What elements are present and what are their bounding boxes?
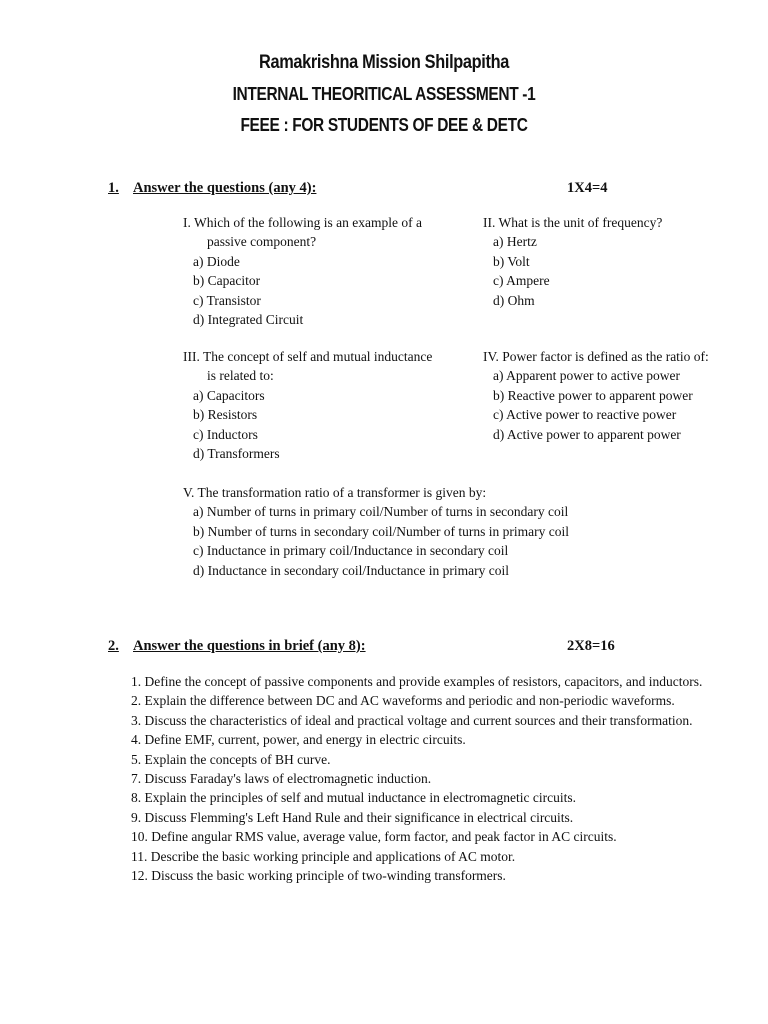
- option-c: c) Transistor: [193, 292, 261, 308]
- section2-question-list: [131, 672, 702, 885]
- section1-marks: 1X4=4: [567, 180, 608, 196]
- question-stem: III. The concept of self and mutual inductance: [183, 349, 433, 364]
- list-item: 12. Discuss the basic working principle of two-winding transformers.: [131, 868, 506, 884]
- option-c: c) Inductors: [193, 426, 258, 442]
- assessment-title: INTERNAL THEORITICAL ASSESSMENT -1: [232, 84, 536, 104]
- question-4: [483, 347, 709, 444]
- section2-title: Answer the questions in brief (any 8):: [133, 638, 366, 654]
- option-a: a) Apparent power to active power: [493, 368, 681, 384]
- question-1: [183, 213, 422, 329]
- question-stem-continued: is related to:: [207, 368, 274, 384]
- question-5: [183, 483, 569, 580]
- question-stem: I. Which of the following is an example of a: [183, 215, 422, 230]
- option-b: b) Volt: [493, 253, 530, 269]
- list-item: 4. Define EMF, current, power, and energy in electric circuits.: [131, 732, 466, 748]
- option-b: b) Capacitor: [193, 273, 261, 289]
- list-item: 9. Discuss Flemming's Left Hand Rule and their significance in electrical circuits.: [131, 809, 574, 825]
- option-a: a) Diode: [193, 253, 240, 269]
- question-stem: V. The transformation ratio of a transformer is given by:: [183, 485, 487, 500]
- institution-title: Ramakrishna Mission Shilpapitha: [259, 52, 509, 73]
- list-item: 3. Discuss the characteristics of ideal and practical voltage and current sources and their transformation.: [131, 712, 693, 728]
- option-c: c) Active power to reactive power: [493, 407, 677, 423]
- question-2: [483, 213, 662, 310]
- question-stem-continued: passive component?: [207, 234, 317, 250]
- question-stem: II. What is the unit of frequency?: [483, 215, 663, 230]
- list-item: 11. Describe the basic working principle and applications of AC motor.: [131, 848, 516, 864]
- list-item: 5. Explain the concepts of BH curve.: [131, 751, 331, 767]
- section1-title: Answer the questions (any 4):: [133, 180, 317, 196]
- list-item: 8. Explain the principles of self and mutual inductance in electromagnetic circuits.: [131, 790, 576, 806]
- section2-number: 2.: [108, 638, 119, 654]
- course-title: FEEE : FOR STUDENTS OF DEE & DETC: [240, 115, 528, 135]
- option-a: a) Capacitors: [193, 387, 265, 403]
- option-d: d) Ohm: [493, 292, 535, 308]
- option-b: b) Resistors: [193, 407, 258, 423]
- option-d: d) Active power to apparent power: [493, 426, 681, 442]
- list-item: 10. Define angular RMS value, average value, form factor, and peak factor in AC circuits.: [131, 829, 617, 845]
- option-c: c) Ampere: [493, 273, 550, 289]
- option-d: d) Transformers: [193, 446, 280, 462]
- option-d: d) Inductance in secondary coil/Inductance in primary coil: [193, 562, 509, 578]
- option-b: b) Reactive power to apparent power: [493, 387, 693, 403]
- option-a: a) Number of turns in primary coil/Number of turns in secondary coil: [193, 504, 569, 520]
- list-item: 2. Explain the difference between DC and AC waveforms and periodic and non-periodic waveforms.: [131, 693, 675, 709]
- section2-marks: 2X8=16: [567, 638, 615, 654]
- list-item: 1. Define the concept of passive components and provide examples of resistors, capacitors, and inductors.: [131, 674, 703, 689]
- list-item: 7. Discuss Faraday's laws of electromagnetic induction.: [131, 771, 432, 787]
- section1-number: 1.: [108, 180, 119, 196]
- question-stem: IV. Power factor is defined as the ratio of:: [483, 349, 709, 364]
- option-b: b) Number of turns in secondary coil/Number of turns in primary coil: [193, 523, 570, 539]
- question-3: [183, 347, 432, 463]
- option-a: a) Hertz: [493, 234, 537, 250]
- option-d: d) Integrated Circuit: [193, 312, 304, 328]
- option-c: c) Inductance in primary coil/Inductance in secondary coil: [193, 543, 509, 559]
